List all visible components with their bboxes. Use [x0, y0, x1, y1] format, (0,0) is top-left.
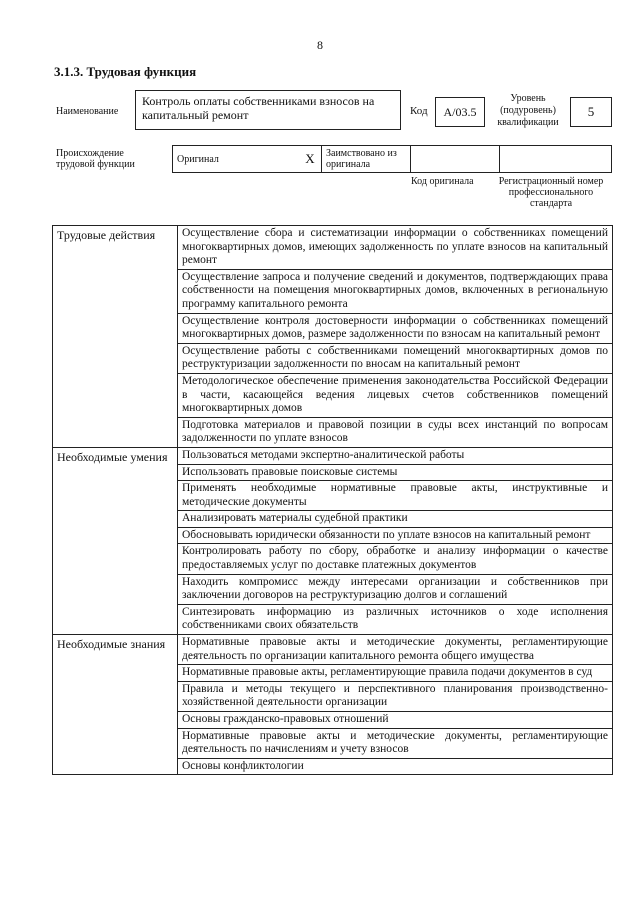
table-cell: Осуществление сбора и систематизации информации о собственниках помещений многоквартирных домов, имеющих задолженность по уплате взносов на капитальный ремонт	[178, 226, 613, 270]
borrowed-label-line-1: Заимствовано из	[326, 148, 397, 159]
level-value: 5	[587, 104, 595, 119]
code-original-cell	[411, 146, 500, 173]
table-cell: Нормативные правовые акты и методические документы, регламентирующие деятельность по начислениям и учету взносов	[178, 728, 613, 758]
table-row	[53, 226, 613, 270]
reg-number-label-line-2: профессионального	[508, 187, 594, 198]
origin-label	[56, 148, 135, 170]
table-cell: Находить компромисс между интересами организации и собственников при заключении договоров на реструктуризацию долгов и соглашений	[178, 574, 613, 604]
level-label-line-2: (подуровень)	[500, 105, 556, 116]
table-cell: Анализировать материалы судебной практики	[178, 511, 613, 528]
category-cell: Необходимые знания	[53, 635, 178, 775]
reg-number-label-line-3: стандарта	[529, 198, 573, 209]
function-name-box	[135, 90, 401, 130]
labor-function-table	[52, 225, 613, 775]
level-label	[490, 93, 566, 128]
table-cell: Подготовка материалов и правовой позиции в суды всех инстанций по вопросам задолженности по уплате взносов	[178, 417, 613, 447]
table-cell: Нормативные правовые акты, регламентирующие правила подачи документов в суд	[178, 665, 613, 682]
section-title: 3.1.3. Трудовая функция	[54, 64, 197, 79]
borrowed-cell	[322, 146, 411, 173]
page-number: 8	[317, 38, 323, 52]
table-cell: Обосновывать юридически обязанности по уплате взносов на капитальный ремонт	[178, 527, 613, 544]
borrowed-label-line-2: оригинала	[326, 159, 371, 170]
category-cell: Необходимые умения	[53, 447, 178, 634]
origin-label-line-1: Происхождение	[56, 148, 124, 159]
reg-number-cell	[500, 146, 612, 173]
original-mark: X	[305, 151, 315, 166]
table-row	[53, 635, 613, 665]
table-cell: Нормативные правовые акты и методические документы, регламентирующие деятельность по организации капитального ремонта общего имущества	[178, 635, 613, 665]
table-cell: Контролировать работу по сбору, обработке и анализу информации о качестве предоставляемых услуг по доставке платежных документов	[178, 544, 613, 574]
origin-table	[172, 145, 612, 173]
original-mark-cell	[299, 146, 322, 173]
name-label: Наименование	[56, 106, 119, 117]
table-cell: Методологическое обеспечение применения законодательства Российской Федерации в части, касающейся ведения лицевых счетов собственников помещений многоквартирных домов	[178, 373, 613, 417]
origin-label-line-2: трудовой функции	[56, 159, 135, 170]
table-cell: Основы гражданско-правовых отношений	[178, 712, 613, 729]
code-box	[435, 97, 485, 127]
table-cell: Применять необходимые нормативные правовые акты, инструктивные и методические документы	[178, 481, 613, 511]
original-label: Оригинал	[177, 153, 219, 165]
level-label-line-1: Уровень	[510, 93, 546, 104]
reg-number-label-line-1: Регистрационный номер	[498, 176, 604, 187]
table-cell: Осуществление работы с собственниками помещений многоквартирных домов по реструктуризации задолженности по вносам на капитальный ремонт	[178, 343, 613, 373]
level-box	[570, 97, 612, 127]
original-cell	[173, 146, 300, 173]
table-cell: Пользоваться методами экспертно-аналитической работы	[178, 447, 613, 464]
code-value: A/03.5	[443, 105, 477, 119]
level-label-line-3: квалификации	[497, 117, 559, 128]
function-name-value: Контроль оплаты собственниками взносов на капитальный ремонт	[142, 94, 375, 122]
table-cell: Использовать правовые поисковые системы	[178, 464, 613, 481]
table-cell: Правила и методы текущего и перспективного планирования производственно-хозяйственной деятельности организации	[178, 681, 613, 711]
reg-number-label	[490, 176, 612, 209]
table-row	[53, 447, 613, 464]
table-cell: Осуществление контроля достоверности информации о собственниках помещений многоквартирных домов, размере задолженности по взносам на капитальный ремонт	[178, 313, 613, 343]
code-label: Код	[410, 105, 428, 117]
category-cell: Трудовые действия	[53, 226, 178, 448]
table-cell: Осуществление запроса и получение сведений и документов, подтверждающих права собственности на помещения многоквартирных домов, включенных в региональную программу капитального ремонта	[178, 269, 613, 313]
table-cell: Основы конфликтологии	[178, 758, 613, 775]
table-cell: Синтезировать информацию из различных источников о ходе исполнения собственниками своих обязательств	[178, 604, 613, 634]
code-original-label: Код оригинала	[411, 176, 474, 187]
